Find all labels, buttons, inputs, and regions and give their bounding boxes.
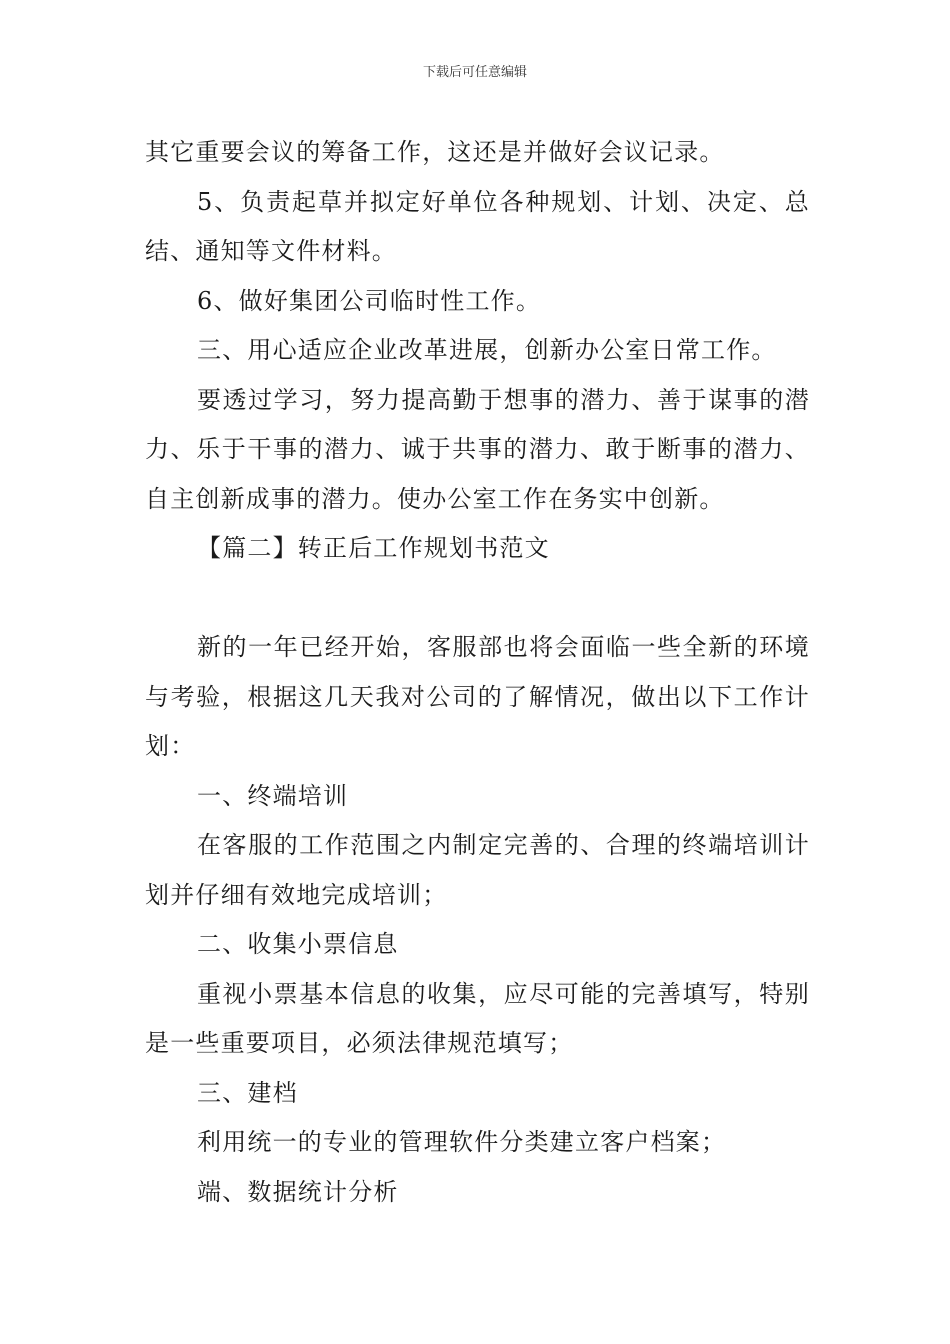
blank-line	[145, 574, 810, 624]
paragraph-archive: 利用统一的专业的管理软件分类建立客户档案；	[197, 1128, 727, 1156]
section-heading-training: 一、终端培训	[197, 781, 349, 810]
paragraph-training: 在客服的工作范围之内制定完善的、合理的终端培训计划并仔细有效地完成培训；	[145, 831, 810, 909]
section-heading-3: 三、用心适应企业改革进展，创新办公室日常工作。	[197, 336, 777, 364]
paragraph-intro: 新的一年已经开始，客服部也将会面临一些全新的环境与考验，根据这几天我对公司的了解情况，做出以下工作计划：	[145, 633, 810, 760]
paragraph-item-6: 6、做好集团公司临时性工作。	[197, 286, 542, 315]
section-heading-archive: 三、建档	[197, 1078, 298, 1107]
paragraph-learning: 要透过学习，努力提高勤于想事的潜力、善于谋事的潜力、乐于干事的潜力、诚于共事的潜力、敢于断事的潜力、自主创新成事的潜力。使办公室工作在务实中创新。	[145, 385, 810, 513]
document-body	[145, 128, 810, 1217]
article-title-part-2: 【篇二】转正后工作规划书范文	[197, 534, 550, 562]
page-header-note: 下载后可任意编辑	[422, 65, 527, 80]
paragraph-item-5: 5、负责起草并拟定好单位各种规划、计划、决定、总结、通知等文件材料。	[145, 187, 810, 265]
paragraph-receipts: 重视小票基本信息的收集，应尽可能的完善填写，特别是一些重要项目，必须法律规范填写；	[145, 979, 810, 1057]
paragraph-meeting-prep: 其它重要会议的筹备工作，这还是并做好会议记录。	[145, 138, 725, 166]
section-heading-statistics: 端、数据统计分析	[197, 1177, 399, 1206]
section-heading-receipts: 二、收集小票信息	[197, 930, 399, 958]
